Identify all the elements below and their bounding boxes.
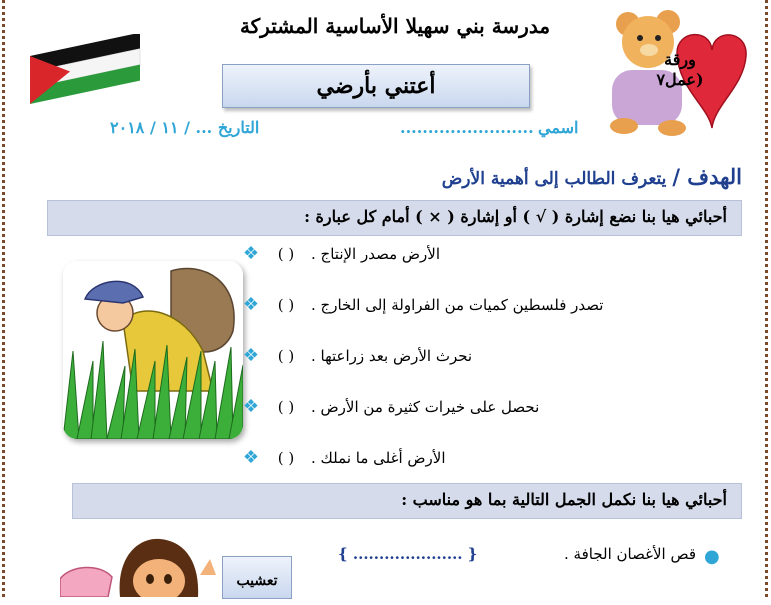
date-field[interactable]: التاريخ ... / ١١ / ٢٠١٨ [110,118,260,137]
list-item [241,346,721,397]
answer-box[interactable]: ( ) [277,296,295,314]
section2-instruction: أحبائي هيا بنا نكمل الجمل التالية بما هو مناسب : [401,490,727,509]
name-blank[interactable]: ........................ [400,118,534,137]
diamond-bullet-icon: ❖ [242,396,260,417]
diamond-bullet-icon: ❖ [242,447,260,468]
goal-heading: الهدف / [672,164,742,189]
diamond-bullet-icon: ❖ [242,294,260,315]
statement-text: الأرض أغلى ما نملك . [311,449,446,467]
answer-box[interactable]: ( ) [277,449,295,467]
answer-box[interactable]: ( ) [277,398,295,416]
statement-text: نحصل على خيرات كثيرة من الأرض . [311,398,540,416]
school-name: مدرسة بني سهيلا الأساسية المشتركة [239,14,551,38]
goal-text: يتعرف الطالب إلى أهمية الأرض [441,169,667,189]
dot-bullet-icon: ● [704,546,720,567]
page-border-right [765,0,768,597]
list-item [241,397,721,448]
word-bank-tag[interactable]: تعشيب [222,556,292,599]
answer-box[interactable]: ( ) [277,245,295,263]
statement-text: نحرث الأرض بعد زراعتها . [311,347,473,365]
list-item [241,244,721,295]
farmer-boy-illustration [63,261,243,439]
fill-blank[interactable]: { ..................... } [338,545,478,563]
section1-instruction-band [47,200,742,236]
worksheet-title: أعتني بأرضي [222,64,530,108]
list-item [241,295,721,346]
statement-text: الأرض مصدر الإنتاج . [311,245,441,263]
statement-text: تصدر فلسطين كميات من الفراولة إلى الخارج . [311,296,604,314]
name-label: اسمي [538,118,579,137]
diamond-bullet-icon: ❖ [242,345,260,366]
page-border-left [2,0,5,597]
worksheet-number-label: ورقة عمل٧) [656,50,704,89]
lesson-goal [420,164,742,189]
answer-box[interactable]: ( ) [277,347,295,365]
palestine-flag-icon [30,34,142,104]
section1-instruction: أحبائي هيا بنا نضع إشارة ( √ ) أو إشارة ( × ) أمام كل عبارة : [304,207,727,226]
true-false-list [241,244,721,499]
fill-sentence: قص الأغصان الجافة . [564,545,696,563]
section2-instruction-band [72,483,742,519]
diamond-bullet-icon: ❖ [242,243,260,264]
farmer-boy-icon [63,261,243,439]
girl-character-icon [60,535,220,597]
